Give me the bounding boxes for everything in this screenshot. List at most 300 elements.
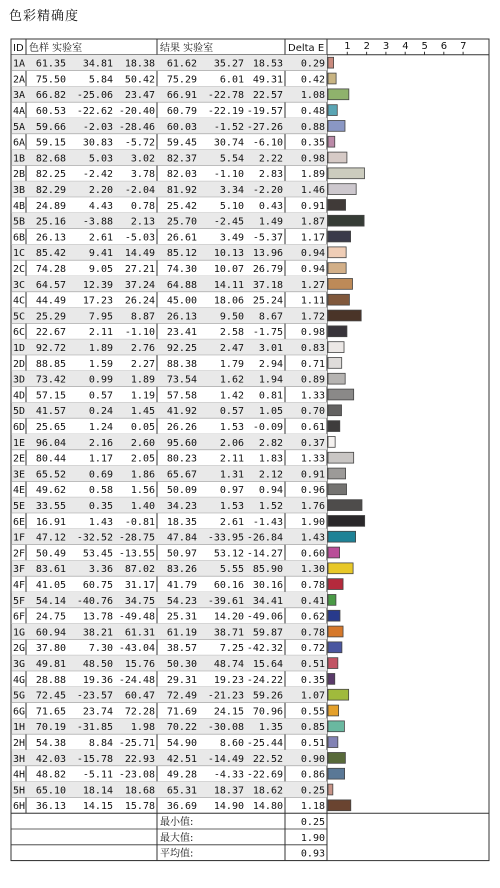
delta-e-bar	[328, 136, 335, 147]
row-id: 1H	[13, 722, 26, 734]
result-value: 49.31	[252, 74, 283, 86]
sample-value: 87.02	[124, 564, 155, 576]
result-value: 22.57	[252, 90, 283, 102]
result-value: 0.43	[258, 200, 283, 212]
sample-value: 73.42	[35, 374, 66, 386]
result-value: 48.74	[213, 659, 244, 670]
delta-e-value: 1.30	[300, 564, 325, 576]
sample-value: 41.05	[35, 580, 66, 591]
sample-value: 92.72	[35, 343, 66, 354]
sample-value: 60.94	[35, 627, 66, 639]
result-value: 34.41	[252, 595, 283, 607]
sample-value: -32.52	[76, 532, 113, 544]
sample-value: -3.88	[82, 216, 113, 228]
delta-e-bar	[328, 674, 335, 685]
delta-e-bar	[328, 642, 342, 653]
result-value: 53.12	[213, 548, 244, 560]
result-value: -42.32	[246, 643, 283, 655]
result-value: 60.03	[166, 121, 197, 133]
sample-value: 36.13	[35, 801, 66, 813]
row-id: 3A	[13, 90, 26, 102]
result-value: 71.69	[166, 706, 197, 718]
delta-e-bar	[328, 721, 344, 732]
result-value: 2.61	[219, 516, 244, 528]
scale-tick-label: 3	[382, 40, 390, 52]
row-id: 6C	[13, 327, 26, 339]
result-value: 1.62	[219, 374, 244, 386]
sample-value: 26.13	[35, 232, 66, 244]
delta-e-bar	[328, 279, 353, 290]
result-value: 26.26	[166, 422, 197, 433]
result-value: 3.01	[258, 343, 283, 354]
sample-value: 48.82	[35, 769, 66, 781]
row-id: 1B	[13, 153, 26, 165]
sample-value: 2.60	[130, 437, 155, 449]
sample-value: 96.04	[35, 437, 66, 449]
result-value: 2.22	[258, 153, 283, 165]
result-value: 59.45	[166, 137, 197, 149]
delta-e-value: 0.51	[300, 738, 325, 749]
sample-value: 2.27	[130, 358, 155, 370]
result-value: 2.58	[219, 327, 244, 339]
summary-label: 最大值:	[160, 832, 194, 844]
sample-value: -5.11	[82, 769, 113, 781]
row-id: 5F	[13, 595, 26, 607]
delta-e-bar	[328, 658, 338, 669]
result-value: -27.26	[246, 121, 283, 133]
result-value: -39.61	[207, 595, 244, 607]
sample-value: 0.35	[88, 501, 113, 512]
result-value: 26.61	[166, 232, 197, 244]
sample-value: 2.20	[88, 185, 113, 196]
result-value: 50.30	[166, 659, 197, 670]
result-value: 23.41	[166, 327, 197, 339]
row-id: 1F	[13, 532, 26, 544]
delta-e-bar	[328, 73, 336, 84]
delta-e-bar	[328, 468, 346, 479]
result-value: -24.22	[246, 674, 283, 686]
sample-value: 23.47	[124, 90, 155, 102]
row-id: 4B	[13, 200, 26, 212]
sample-value: 13.78	[82, 611, 113, 623]
sample-value: 1.24	[88, 422, 113, 433]
summary-value: 0.93	[300, 848, 325, 860]
sample-value: 9.05	[88, 264, 113, 275]
result-value: 1.94	[258, 374, 283, 386]
delta-e-bar	[328, 373, 345, 384]
result-value: 29.31	[166, 674, 197, 686]
result-value: 65.31	[166, 785, 197, 797]
sample-value: -43.04	[118, 643, 155, 655]
row-id: 6B	[13, 232, 26, 244]
delta-e-bar	[328, 168, 364, 179]
delta-e-bar	[328, 626, 343, 637]
row-id: 5C	[13, 311, 26, 323]
sample-value: 64.57	[35, 279, 66, 291]
result-value: 5.54	[219, 153, 244, 165]
delta-e-value: 1.72	[300, 311, 325, 323]
result-value: 5.10	[219, 200, 244, 212]
result-value: -26.84	[246, 532, 283, 544]
result-value: 1.35	[258, 722, 283, 734]
sample-value: 41.57	[35, 406, 66, 418]
delta-e-bar	[328, 294, 349, 305]
result-value: -22.19	[207, 106, 244, 117]
result-value: 26.79	[252, 264, 283, 275]
result-value: 85.90	[252, 564, 283, 576]
result-value: 38.57	[166, 643, 197, 655]
result-value: 38.71	[213, 627, 244, 639]
sample-value: -20.40	[118, 106, 155, 117]
sample-value: -2.42	[82, 169, 113, 181]
sample-value: 85.42	[35, 248, 66, 260]
sample-value: 0.05	[130, 422, 155, 433]
row-id: 6A	[13, 137, 26, 149]
delta-e-bar	[328, 200, 346, 211]
result-value: 19.23	[213, 674, 244, 686]
row-id: 3E	[13, 469, 26, 481]
header-result: 结果 实验室	[160, 42, 214, 54]
delta-e-bar	[328, 531, 356, 542]
sample-value: 47.12	[35, 532, 66, 544]
sample-value: 1.17	[88, 453, 113, 465]
sample-value: 1.45	[130, 406, 155, 418]
row-id: 3D	[13, 374, 26, 386]
sample-value: -28.75	[118, 532, 155, 544]
sample-value: 0.58	[88, 485, 113, 497]
sample-value: -22.62	[76, 106, 113, 117]
row-id: 1D	[13, 343, 26, 354]
sample-value: -0.81	[124, 516, 155, 528]
result-value: 61.19	[166, 627, 197, 639]
delta-e-value: 0.72	[300, 643, 325, 655]
sample-value: 59.15	[35, 137, 66, 149]
result-value: 18.53	[252, 58, 283, 70]
result-value: 9.50	[219, 311, 244, 323]
sample-value: 2.13	[130, 216, 155, 228]
result-value: 81.92	[166, 185, 197, 196]
delta-e-value: 0.91	[300, 200, 325, 212]
sample-value: 37.80	[35, 643, 66, 655]
result-value: -1.52	[213, 121, 244, 133]
header-delta: Delta E	[288, 42, 325, 54]
sample-value: 38.21	[82, 627, 113, 639]
sample-value: 3.36	[88, 564, 113, 576]
sample-value: -31.85	[76, 722, 113, 734]
sample-value: -25.71	[118, 738, 155, 749]
sample-value: -5.72	[124, 137, 155, 149]
result-value: 1.49	[258, 216, 283, 228]
sample-value: 66.82	[35, 90, 66, 102]
row-id: 4C	[13, 295, 26, 307]
row-id: 4A	[13, 106, 26, 117]
result-value: 0.94	[258, 485, 283, 497]
row-id: 1G	[13, 627, 26, 639]
sample-value: 71.65	[35, 706, 66, 718]
delta-e-bar	[328, 689, 349, 700]
result-value: 14.90	[213, 801, 244, 813]
sample-value: 0.57	[88, 390, 113, 402]
row-id: 2G	[13, 643, 26, 655]
sample-value: 75.50	[35, 74, 66, 86]
sample-value: -25.06	[76, 90, 113, 102]
delta-e-value: 0.62	[300, 611, 325, 623]
sample-value: 8.84	[88, 738, 113, 749]
delta-e-bar	[328, 484, 347, 495]
summary-value: 0.25	[300, 817, 325, 828]
result-value: -2.45	[213, 216, 244, 228]
sample-value: 61.35	[35, 58, 66, 70]
delta-e-bar	[328, 105, 337, 116]
result-value: 30.16	[252, 580, 283, 591]
result-value: 2.82	[258, 437, 283, 449]
sample-value: -13.55	[118, 548, 155, 560]
sample-value: 18.38	[124, 58, 155, 70]
result-value: 66.91	[166, 90, 197, 102]
sample-value: 14.49	[124, 248, 155, 260]
result-value: 0.97	[219, 485, 244, 497]
result-value: 8.67	[258, 311, 283, 323]
header-sample: 色样 实验室	[29, 42, 83, 54]
result-value: 5.55	[219, 564, 244, 576]
result-value: 3.34	[219, 185, 244, 196]
result-value: 75.29	[166, 74, 197, 86]
sample-value: 82.25	[35, 169, 66, 181]
sample-value: 19.36	[82, 674, 113, 686]
result-value: 18.37	[213, 785, 244, 797]
delta-e-bar	[328, 452, 354, 463]
sample-value: 0.69	[88, 469, 113, 481]
sample-value: 53.45	[82, 548, 113, 560]
delta-e-value: 0.48	[300, 106, 325, 117]
row-id: 2H	[13, 738, 26, 749]
sample-value: 17.23	[82, 295, 113, 307]
sample-value: 65.52	[35, 469, 66, 481]
sample-value: 23.74	[82, 706, 113, 718]
row-id: 2B	[13, 169, 26, 181]
sample-value: 1.56	[130, 485, 155, 497]
result-value: 8.60	[219, 738, 244, 749]
row-id: 5A	[13, 121, 26, 133]
sample-value: 3.78	[130, 169, 155, 181]
result-value: 18.06	[213, 295, 244, 307]
row-id: 2E	[13, 453, 26, 465]
delta-e-bar	[328, 800, 351, 811]
sample-value: 4.43	[88, 200, 113, 212]
sample-value: 22.93	[124, 753, 155, 765]
result-value: -22.78	[207, 90, 244, 102]
delta-e-bar	[328, 437, 335, 448]
sample-value: 5.03	[88, 153, 113, 165]
result-value: 74.30	[166, 264, 197, 275]
sample-value: 14.15	[82, 801, 113, 813]
sample-value: 33.55	[35, 501, 66, 512]
row-id: 3G	[13, 659, 26, 670]
row-id: 1A	[13, 58, 26, 70]
result-value: -5.37	[252, 232, 283, 244]
row-id: 1C	[13, 248, 26, 260]
result-value: 54.23	[166, 595, 197, 607]
delta-e-value: 1.27	[300, 279, 325, 291]
sample-value: 50.42	[124, 74, 155, 86]
result-value: 59.87	[252, 627, 283, 639]
result-value: 41.92	[166, 406, 197, 418]
result-value: 0.81	[258, 390, 283, 402]
delta-e-value: 0.85	[300, 722, 325, 734]
result-value: 95.60	[166, 437, 197, 449]
delta-e-value: 1.17	[300, 232, 325, 244]
result-value: 60.16	[213, 580, 244, 591]
result-value: 26.13	[166, 311, 197, 323]
delta-e-bar	[328, 263, 346, 274]
result-value: 85.12	[166, 248, 197, 260]
sample-value: 34.81	[82, 58, 113, 70]
delta-e-bar	[328, 421, 340, 432]
sample-value: 2.61	[88, 232, 113, 244]
sample-value: 2.11	[88, 327, 113, 339]
delta-e-bar	[328, 516, 365, 527]
sample-value: 28.88	[35, 674, 66, 686]
sample-value: -24.48	[118, 674, 155, 686]
result-value: 54.90	[166, 738, 197, 749]
row-id: 5E	[13, 501, 26, 512]
delta-e-value: 1.46	[300, 185, 325, 196]
delta-e-value: 0.89	[300, 374, 325, 386]
row-id: 5H	[13, 785, 26, 797]
delta-e-bar	[328, 247, 346, 258]
scale-tick-label: 6	[440, 40, 448, 52]
delta-e-value: 0.83	[300, 343, 325, 354]
row-id: 5B	[13, 216, 26, 228]
sample-value: 70.19	[35, 722, 66, 734]
sample-value: 83.61	[35, 564, 66, 576]
delta-e-value: 1.89	[300, 169, 325, 181]
sample-value: 60.75	[82, 580, 113, 591]
summary-label: 最小值:	[160, 817, 194, 828]
result-value: -14.27	[246, 548, 283, 560]
result-value: 50.97	[166, 548, 197, 560]
sample-value: 24.89	[35, 200, 66, 212]
delta-e-value: 1.07	[300, 690, 325, 702]
result-value: 7.25	[219, 643, 244, 655]
result-value: 14.20	[213, 611, 244, 623]
summary-label: 平均值:	[160, 848, 194, 860]
delta-e-bar	[328, 579, 343, 590]
delta-e-bar	[328, 231, 351, 242]
delta-e-bar	[328, 595, 336, 606]
result-value: 60.79	[166, 106, 197, 117]
result-value: 24.15	[213, 706, 244, 718]
row-id: 6G	[13, 706, 26, 718]
sample-value: -28.46	[118, 121, 155, 133]
delta-e-value: 1.76	[300, 501, 325, 512]
delta-e-value: 0.29	[300, 58, 325, 70]
sample-value: 25.29	[35, 311, 66, 323]
result-value: 59.26	[252, 690, 283, 702]
result-value: -0.09	[252, 422, 283, 433]
delta-e-value: 0.35	[300, 674, 325, 686]
result-value: 34.23	[166, 501, 197, 512]
result-value: -2.20	[252, 185, 283, 196]
sample-value: -15.78	[76, 753, 113, 765]
row-id: 6F	[13, 611, 26, 623]
delta-e-bar	[328, 184, 356, 195]
result-value: 61.62	[166, 58, 197, 70]
delta-e-bar	[328, 89, 349, 100]
delta-e-bar	[328, 737, 338, 748]
sample-value: 1.43	[88, 516, 113, 528]
result-value: 82.03	[166, 169, 197, 181]
result-value: 1.42	[219, 390, 244, 402]
row-id: 2F	[13, 548, 26, 560]
sample-value: 48.50	[82, 659, 113, 670]
delta-e-bar	[328, 610, 340, 621]
result-value: 1.05	[258, 406, 283, 418]
sample-value: 88.85	[35, 358, 66, 370]
row-id: 6H	[13, 801, 26, 813]
delta-e-bar	[328, 215, 364, 226]
sample-value: 49.81	[35, 659, 66, 670]
result-value: 1.53	[219, 422, 244, 433]
sample-value: 15.76	[124, 659, 155, 670]
sample-value: -2.04	[124, 185, 155, 196]
sample-value: 72.28	[124, 706, 155, 718]
result-value: -14.49	[207, 753, 244, 765]
result-value: 2.06	[219, 437, 244, 449]
sample-value: 82.29	[35, 185, 66, 196]
result-value: 2.47	[219, 343, 244, 354]
result-value: 42.51	[166, 753, 197, 765]
result-value: 2.94	[258, 358, 283, 370]
row-id: 1E	[13, 437, 26, 449]
sample-value: 37.24	[124, 279, 155, 291]
scale-tick-label: 4	[402, 40, 409, 52]
result-value: 1.83	[258, 453, 283, 465]
result-value: 1.52	[258, 501, 283, 512]
result-value: -21.23	[207, 690, 244, 702]
delta-e-value: 0.78	[300, 627, 325, 639]
result-value: 50.09	[166, 485, 197, 497]
delta-e-bar	[328, 768, 345, 779]
sample-value: -23.08	[118, 769, 155, 781]
result-value: 65.67	[166, 469, 197, 481]
sample-value: -23.57	[76, 690, 113, 702]
sample-value: 54.38	[35, 738, 66, 749]
delta-e-bar	[328, 358, 342, 369]
sample-value: 25.16	[35, 216, 66, 228]
result-value: -6.10	[252, 137, 283, 149]
result-value: 10.13	[213, 248, 244, 260]
page-title: 色彩精确度	[9, 9, 80, 24]
sample-value: 61.31	[124, 627, 155, 639]
sample-value: 1.59	[88, 358, 113, 370]
delta-e-bar	[328, 705, 339, 716]
header-id: ID	[13, 42, 24, 54]
sample-value: 30.83	[82, 137, 113, 149]
result-value: -4.33	[213, 769, 244, 781]
sample-value: 0.24	[88, 406, 113, 418]
result-value: 2.11	[219, 453, 244, 465]
row-id: 6D	[13, 422, 26, 433]
sample-value: 2.76	[130, 343, 155, 354]
sample-value: 60.53	[35, 106, 66, 117]
row-id: 2A	[13, 74, 26, 86]
result-value: -22.69	[246, 769, 283, 781]
delta-e-value: 1.08	[300, 90, 325, 102]
result-value: 41.79	[166, 580, 197, 591]
sample-value: 27.21	[124, 264, 155, 275]
result-value: 10.07	[213, 264, 244, 275]
